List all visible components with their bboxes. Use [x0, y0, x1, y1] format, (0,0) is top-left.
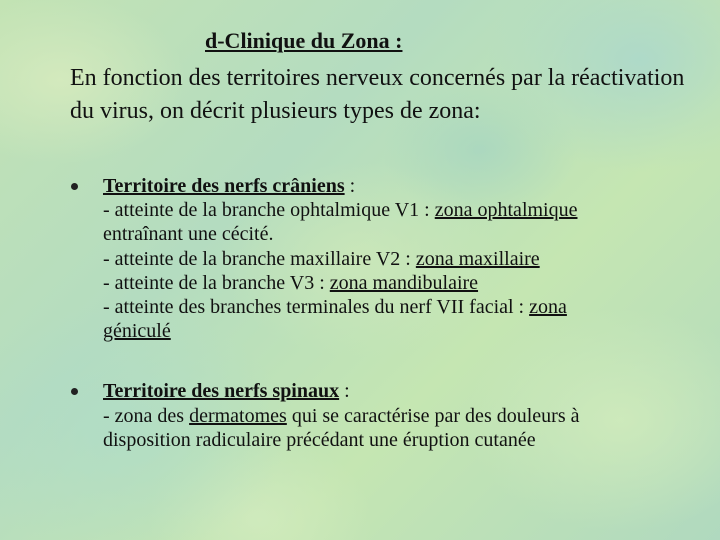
bullet-heading: Territoire des nerfs crâniens [103, 175, 345, 197]
bullet-heading: Territoire des nerfs spinaux [103, 380, 340, 403]
bullet-list [70, 174, 690, 452]
line-text: disposition radiculaire précédant une éruption cutanée [103, 428, 536, 451]
bullet-cranial-nerves [70, 174, 690, 343]
line-text: - atteinte des branches terminales du nerf VII facial : [103, 296, 530, 319]
zona-type-label: géniculé [103, 320, 171, 343]
slide-title: d-Clinique du Zona : [205, 28, 403, 53]
line-text: - zona des [103, 404, 190, 427]
line-text: entraînant une cécité. [103, 223, 274, 246]
heading-suffix: : [339, 380, 350, 403]
bullet-heading-line [103, 379, 690, 403]
bullet-heading-line [103, 174, 690, 198]
heading-suffix: : [344, 175, 356, 197]
bullet-dot-icon [71, 183, 78, 190]
line-text: - atteinte de la branche ophtalmique V1 : [103, 199, 435, 222]
intro-paragraph: En fonction des territoires nerveux concernés par la réactivation du virus, on décrit plusieurs types de zona: [70, 65, 685, 124]
bullet-line [103, 404, 690, 428]
bullet-dot-icon [71, 388, 78, 395]
bullet-line [103, 319, 690, 343]
zona-type-label: zona ophtalmique [434, 199, 578, 222]
bullet-line [103, 198, 690, 222]
zona-type-label: zona maxillaire [415, 247, 540, 270]
line-text: - atteinte de la branche V3 : [103, 271, 330, 294]
zona-type-label: zona [529, 296, 567, 319]
bullet-line [103, 247, 690, 271]
bullet-line [103, 222, 690, 246]
bullet-line [103, 295, 690, 319]
bullet-line [103, 428, 690, 452]
line-text: - atteinte de la branche maxillaire V2 : [103, 247, 416, 270]
dermatomes-term: dermatomes [189, 404, 287, 427]
bullet-spinal-nerves [70, 379, 690, 452]
bullet-line [103, 271, 690, 295]
line-text: qui se caractérise par des douleurs à [286, 404, 580, 427]
zona-type-label: zona mandibulaire [329, 271, 479, 294]
